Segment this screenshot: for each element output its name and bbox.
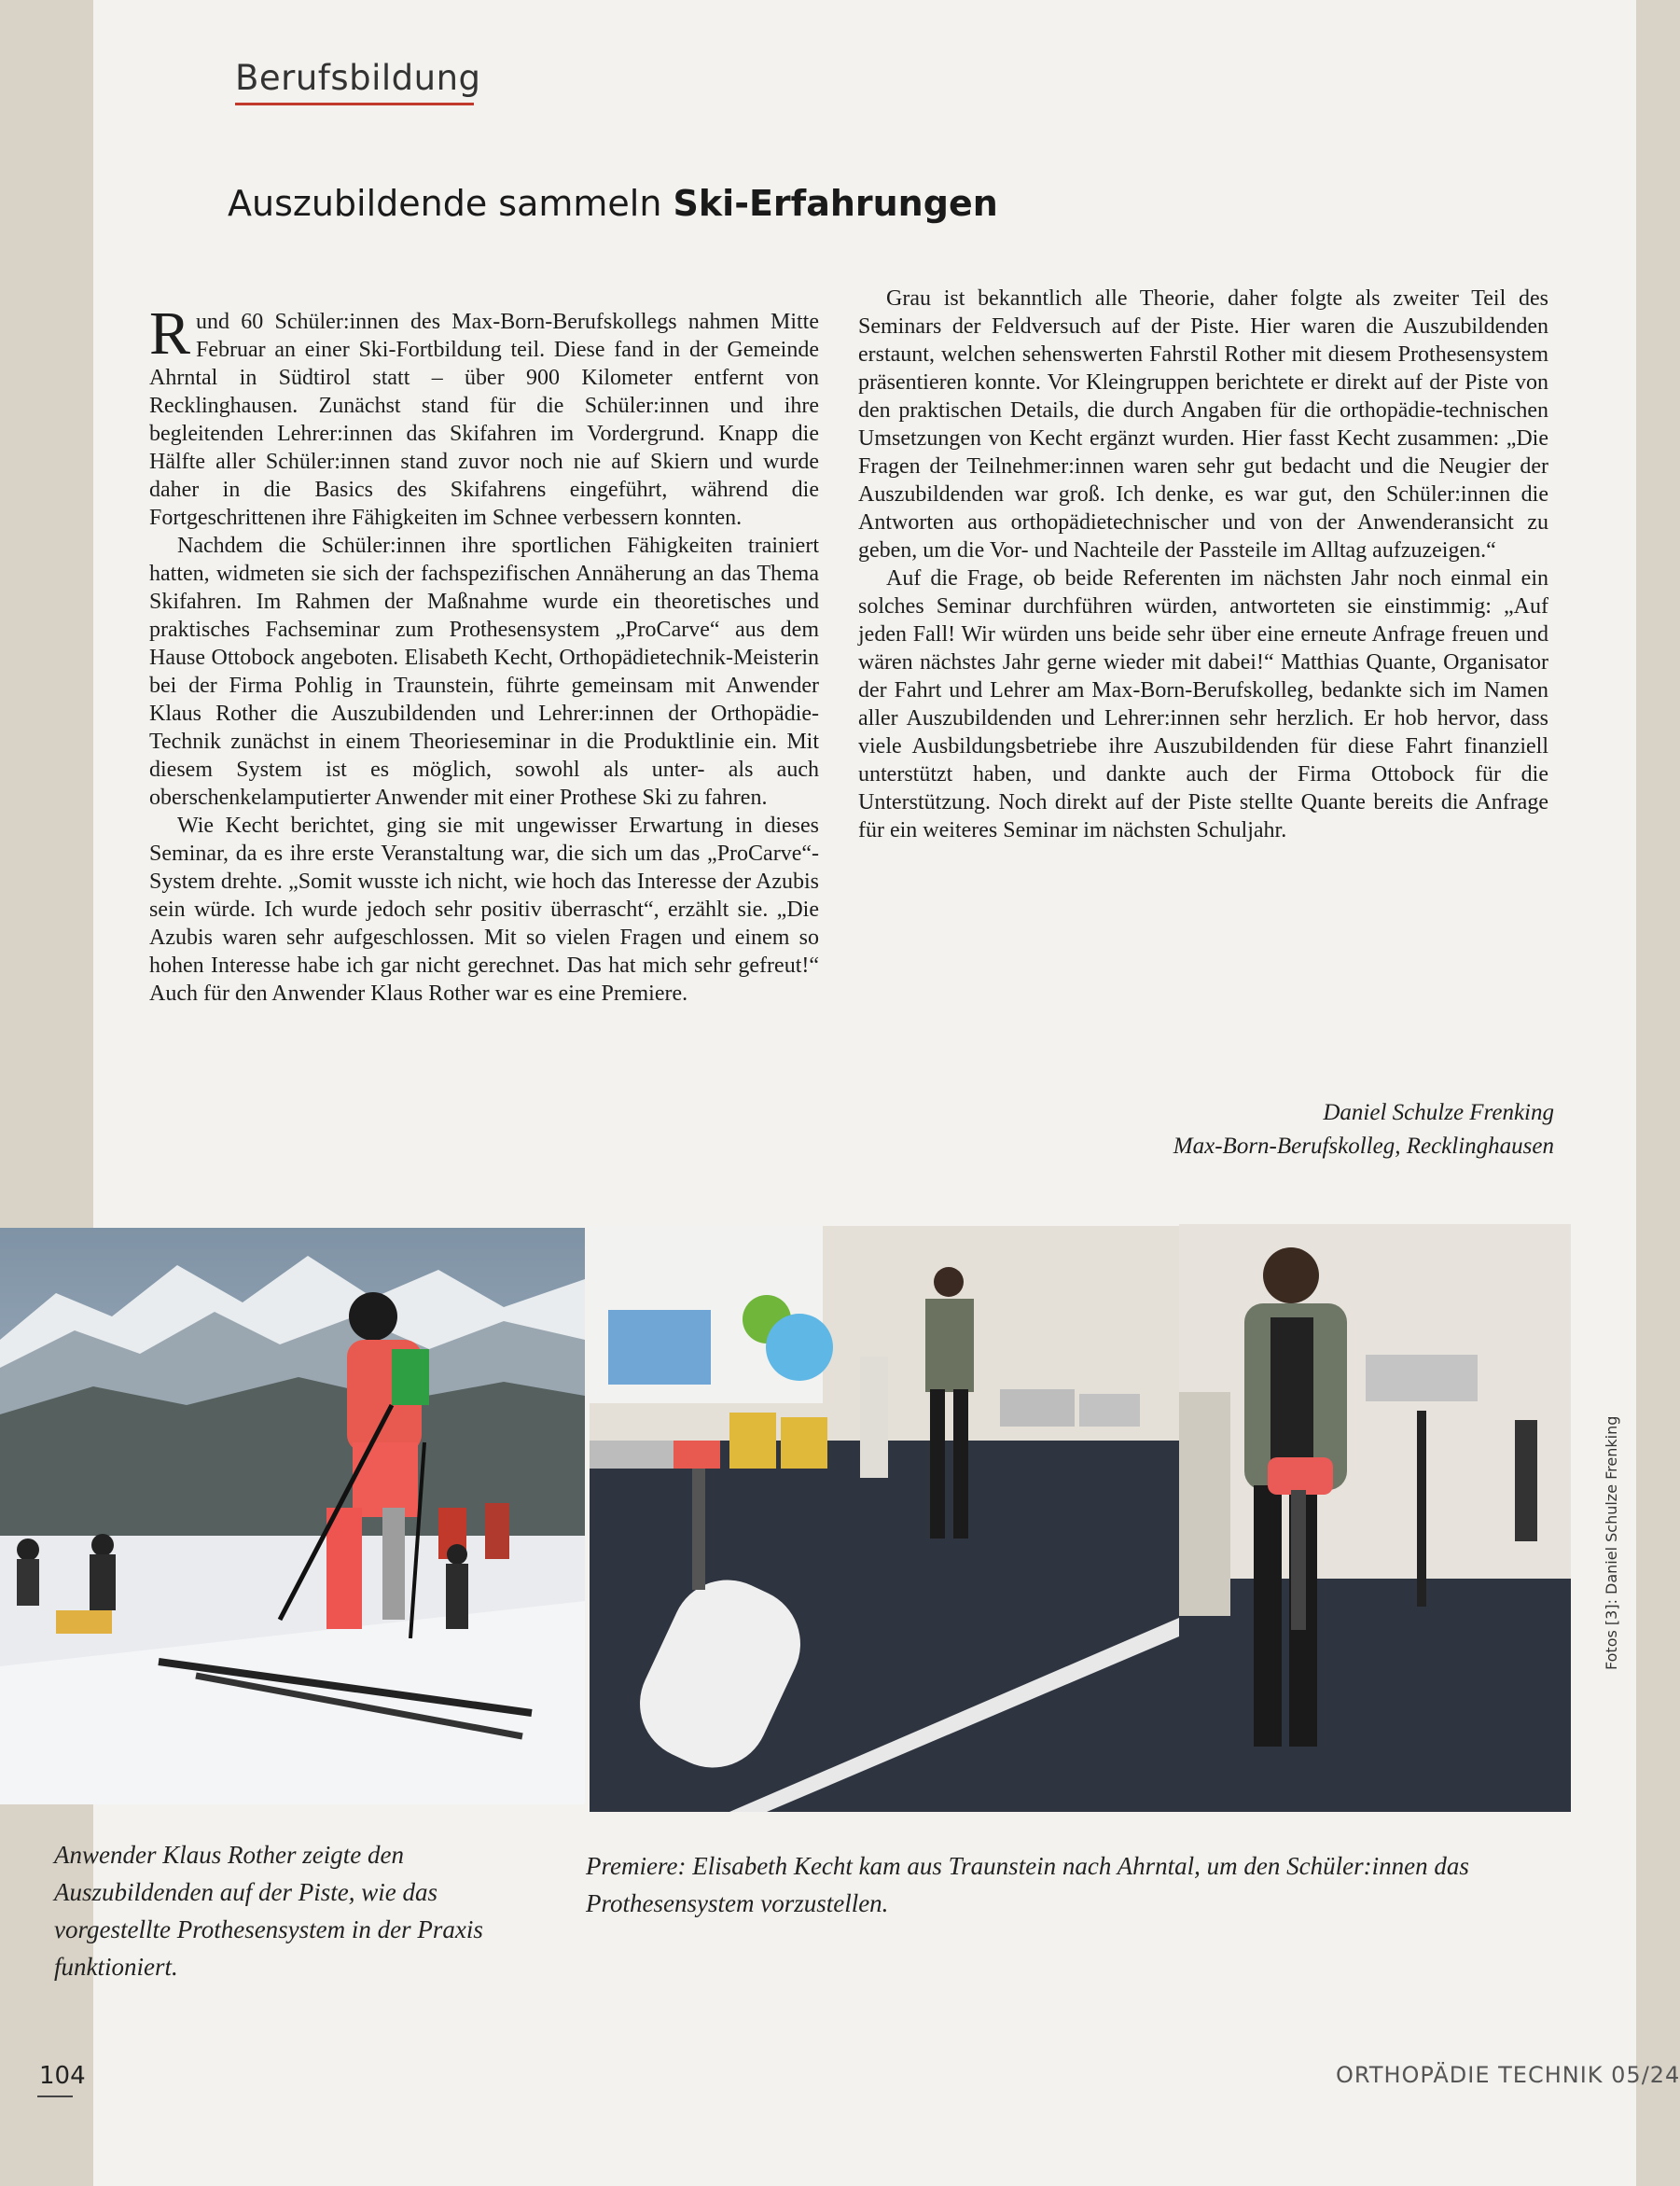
article-column-left bbox=[149, 299, 819, 1008]
section-underline bbox=[235, 103, 474, 105]
photo-skier-on-slope bbox=[0, 1228, 585, 1804]
article-paragraph: Wie Kecht berichtet, ging sie mit ungewisser Erwartung in dieses Seminar, da es ihre erste Veranstaltung war, die sich um das „ProCarve“-System drehte. „Somit wusste ich nicht, wie hoch das Interesse der Azubis sein würde. Ich wurde jedoch sehr positiv überrascht“, erzählt sie. „Die Azubis waren sehr aufgeschlossen. Mit so vielen Fragen und einem so hohen Interesse habe ich gar nicht gerechnet. Das hat mich sehr gefreut!“ Auch für den Anwender Klaus Rother war es eine Premiere. bbox=[149, 814, 819, 1006]
drop-cap: R bbox=[149, 299, 191, 368]
caption-seminar: Premiere: Elisabeth Kecht kam aus Traunstein nach Ahrntal, um den Schüler:innen das Prothesensystem vorzustellen. bbox=[586, 1852, 1469, 1917]
journal-footer: ORTHOPÄDIE TECHNIK 05/24 bbox=[1336, 2062, 1680, 2088]
photo-kecht-presenting bbox=[1179, 1224, 1571, 1812]
article-paragraph: Auf die Frage, ob beide Referenten im nächsten Jahr noch einmal ein solches Seminar durchführen würden, antworteten sie einstimmig: „Auf jeden Fall! Wir würden uns beide sehr über eine erneute Anfrage freuen und wären nächstes Jahr gerne wieder mit dabei!“ Matthias Quante, Organisator der Fahrt und Lehrer am Max-Born-Berufskolleg, bedankte sich im Namen aller Auszubildenden und Lehrer:innen sehr herzlich. Er hob hervor, dass viele Ausbildungsbetriebe ihre Auszubildenden für diese Fahrt finanziell unterstützt haben, und dankte auch der Firma Ottobock für die Unterstützung. Noch direkt auf der Piste stellte Quante bereits die Anfrage für ein weiteres Seminar im nächsten Schuljahr. bbox=[858, 566, 1548, 842]
article-paragraph: Rund 60 Schüler:innen des Max-Born-Berufskollegs nahmen Mitte Februar an einer Ski-Fortbildung teil. Diese fand in der Gemeinde Ahrntal in Südtirol statt – über 900 Kilometer entfernt von Recklinghausen. Zunächst stand für die Schüler:innen und ihre begleitenden Lehrer:innen das Skifahren im Vordergrund. Knapp die Hälfte aller Schüler:innen stand zuvor noch nie auf Skiern und wurde daher in die Basics des Skifahrens eingeführt, während die Fortgeschrittenen ihre Fähigkeiten im Schnee verbessern konnten. bbox=[149, 299, 819, 530]
article-column-right bbox=[858, 285, 1548, 844]
author-name: Daniel Schulze Frenking bbox=[1323, 1100, 1554, 1125]
headline-regular: Auszubildende sammeln bbox=[228, 183, 673, 224]
article-paragraph: Nachdem die Schüler:innen ihre sportlichen Fähigkeiten trainiert hatten, widmeten sie sich der fachspezifischen Annäherung an das Thema Skifahren. Im Rahmen der Maßnahme wurde ein theoretisches und praktisches Fachseminar zum Prothesensystem „ProCarve“ aus dem Hause Ottobock angeboten. Elisabeth Kecht, Orthopädietechnik-Meisterin bei der Firma Pohlig in Traunstein, führte gemeinsam mit Anwender Klaus Rother die Auszubildenden und Lehrer:innen der Orthopädie-Technik zunächst in einem Theorieseminar in die Produktlinie ein. Mit diesem System ist es möglich, sowohl als unter- als auch oberschenkelamputierter Anwender mit einer Prothese Ski zu fahren. bbox=[149, 534, 819, 810]
section-label: Berufsbildung bbox=[235, 58, 481, 98]
author-signature bbox=[989, 1096, 1554, 1163]
article-headline bbox=[228, 183, 998, 224]
article-paragraph: Grau ist bekanntlich alle Theorie, daher folgte als zweiter Teil des Seminars der Feldversuch auf der Piste. Hier waren die Auszubildenden erstaunt, welchen sehenswerten Fahrstil Rother mit diesem Prothesensystem präsentieren konnte. Vor Kleingruppen berichtete er direkt auf der Piste von den praktischen Details, die durch Angaben für die orthopädie-technischen Umsetzungen von Kecht ergänzt wurden. Hier fasst Kecht zusammen: „Die Fragen der Teilnehmer:innen waren sehr gut bedacht und die Neugier der Auszubildenden war groß. Ich denke, es war gut, den Schüler:innen die Antworten aus orthopädietechnischer und von der Anwenderansicht zu geben, um die Vor- und Nachteile der Passteile im Alltag aufzuzeigen.“ bbox=[858, 286, 1548, 563]
page-number-underline bbox=[37, 2095, 73, 2097]
photo-seminar-room bbox=[590, 1226, 1179, 1812]
author-affiliation: Max-Born-Berufskolleg, Recklinghausen bbox=[1173, 1134, 1554, 1159]
headline-bold: Ski-Erfahrungen bbox=[673, 183, 998, 224]
photo-credit: Fotos [3]: Daniel Schulze Frenking bbox=[1603, 1415, 1620, 1670]
caption-skier: Anwender Klaus Rother zeigte den Auszubildenden auf der Piste, wie das vorgestellte Prothesensystem in der Praxis funktioniert. bbox=[54, 1841, 483, 1981]
page-number: 104 bbox=[39, 2062, 86, 2090]
